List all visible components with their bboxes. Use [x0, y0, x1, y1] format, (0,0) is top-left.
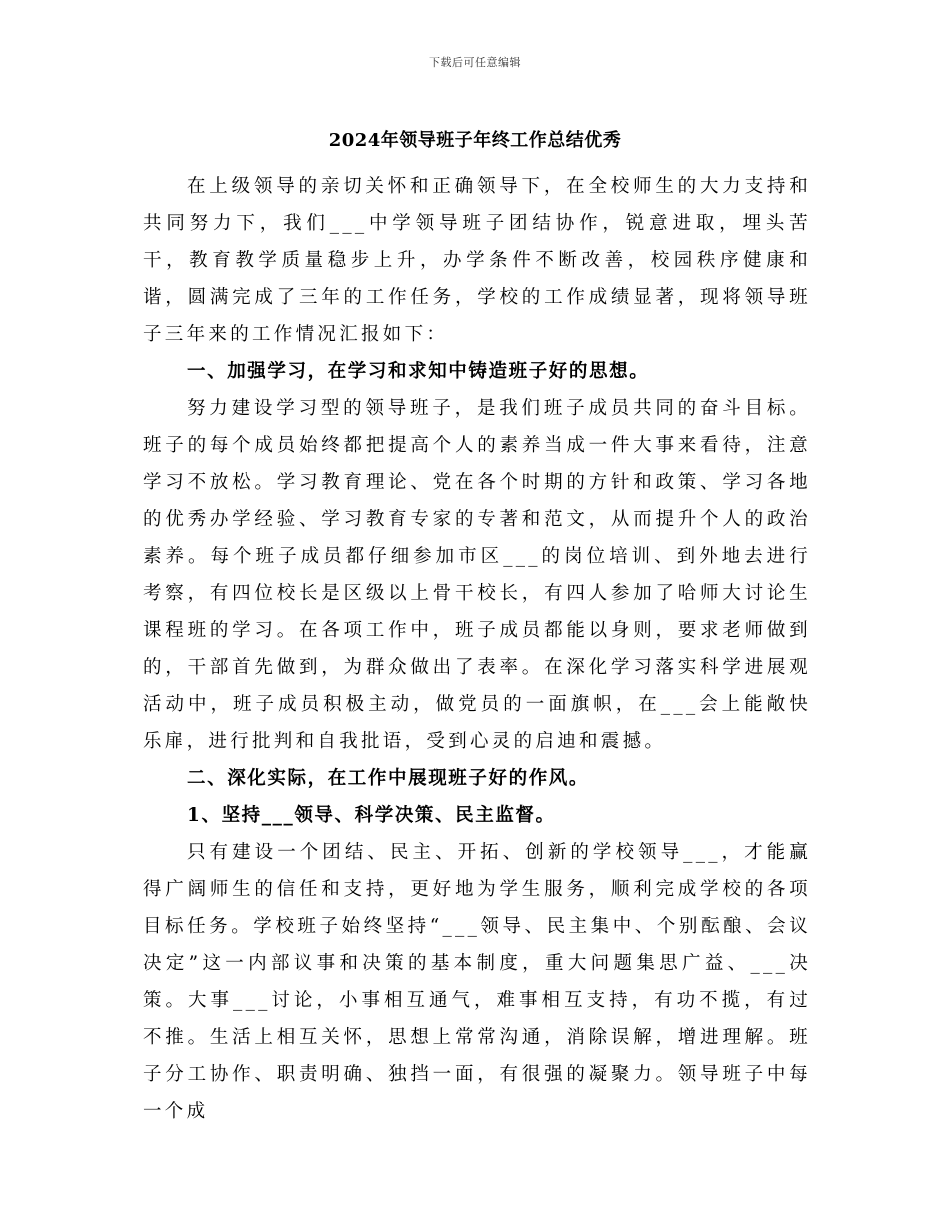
paragraph-leadership: 只有建设一个团结、民主、开拓、创新的学校领导___，才能赢得广阔师生的信任和支持，更好地为学生服务，顺利完成学校的各项目标任务。学校班子始终坚持“___领导、民主集中、个别酝酿、会议决定”这一内部议事和决策的基本制度，重大问题集思广益、___决策。大事___讨论，小事相互通气，难事相互支持，有功不揽，有过不推。生活上相互关怀，思想上常常沟通，消除误解，增进理解。班子分工协作、职责明确、独挡一面，有很强的凝聚力。领导班子中每一个成	[143, 842, 811, 1122]
document-body	[143, 168, 811, 1130]
section-heading-2: 二、深化实际，在工作中展现班子好的作风。	[187, 768, 590, 789]
subsection-heading-1: 1、坚持___领导、科学决策、民主监督。	[187, 805, 556, 826]
paragraph-study: 努力建设学习型的领导班子，是我们班子成员共同的奋斗目标。班子的每个成员始终都把提高个人的素养当成一件大事来看待，注意学习不放松。学习教育理论、党在各个时期的方针和政策、学习各地的优秀办学经验、学习教育专家的专著和范文，从而提升个人的政治素养。每个班子成员都仔细参加市区___的岗位培训、到外地去进行考察，有四位校长是区级以上骨干校长，有四人参加了哈师大讨论生课程班的学习。在各项工作中，班子成员都能以身则，要求老师做到的，干部首先做到，为群众做出了表率。在深化学习落实科学进展观活动中，班子成员积极主动，做党员的一面旗帜，在___会上能敞快乐扉，进行批判和自我批语，受到心灵的启迪和震撼。	[143, 398, 811, 752]
header-note: 下载后可任意编辑	[429, 56, 521, 69]
section-heading-1: 一、加强学习，在学习和求知中铸造班子好的思想。	[187, 361, 650, 382]
paragraph-intro: 在上级领导的亲切关怀和正确领导下，在全校师生的大力支持和共同努力下，我们___中学领导班子团结协作，锐意进取，埋头苦干，教育教学质量稳步上升，办学条件不断改善，校园秩序健康和谐，圆满完成了三年的工作任务，学校的工作成绩显著，现将领导班子三年来的工作情况汇报如下：	[143, 176, 811, 345]
document-title: 2024年领导班子年终工作总结优秀	[328, 130, 622, 151]
